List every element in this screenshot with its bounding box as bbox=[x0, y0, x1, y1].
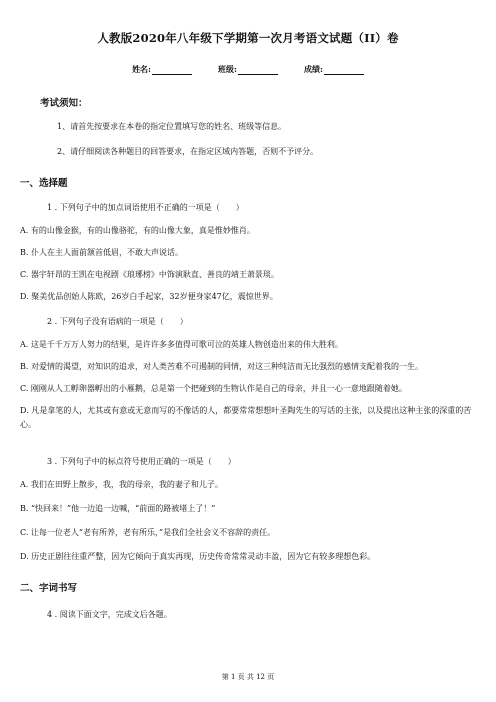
question-stem: 4 . 阅读下面文字，完成文后各题。 bbox=[47, 610, 172, 619]
class-field[interactable] bbox=[218, 64, 278, 75]
question-option: D. 历史正剧往往重严整，因为它倾向于真实再现，历史传奇常常灵动丰盈，因为它有较多理想色彩。 bbox=[20, 552, 376, 561]
question-option: C. 器宇轩昂的王凯在电视剧《琅琊榜》中饰演耿直、善良的靖王萧景琰。 bbox=[20, 270, 279, 279]
score-blank[interactable] bbox=[324, 66, 364, 75]
section-heading-choice: 一、选择题 bbox=[20, 178, 68, 189]
question-option: C. 刚刚从人工孵卵器孵出的小雁鹅，总是第一个把碰到的生物认作是自己的母亲，并且一心一意地跟随着她。 bbox=[20, 384, 407, 393]
notice-heading: 考试须知： bbox=[40, 98, 88, 109]
question-stem: 1 . 下列句子中的加点词语使用不正确的一项是（ ） bbox=[47, 203, 244, 212]
question-option: D. 聚美优品创始人陈欧，26岁白手起家，32岁便身家47亿，震惊世界。 bbox=[20, 292, 278, 301]
notice-item: 1、请首先按要求在本卷的指定位置填写您的姓名、班级等信息。 bbox=[57, 122, 287, 131]
question-option: A. 这是千千万万人努力的结果，是许许多多值得可歌可泣的英雄人物创造出来的伟大胜利。 bbox=[20, 340, 343, 349]
score-label: 成绩: bbox=[303, 64, 323, 74]
notice-item: 2、请仔细阅读各种题目的回答要求，在指定区域内答题，否则不予评分。 bbox=[57, 147, 319, 156]
name-label: 姓名: bbox=[132, 64, 152, 74]
score-field[interactable] bbox=[304, 64, 364, 75]
page-footer: 第 1 页 共 12 页 bbox=[221, 673, 275, 681]
class-blank[interactable] bbox=[238, 66, 278, 75]
question-stem: 2 . 下列句子没有语病的一项是（ ） bbox=[47, 317, 188, 326]
class-label: 班级: bbox=[218, 64, 237, 74]
question-option: B. 仆人在主人面前颔首低眉，不敢大声说话。 bbox=[20, 248, 183, 257]
exam-title: 人教版2020年八年级下学期第一次月考语文试题（II）卷 bbox=[97, 31, 399, 45]
question-option: D. 凡是拿笔的人，尤其或有意或无意而写的不像话的人，都要常常想想叶圣陶先生的写话的主张，以及提出这种主张的深重的苦心。 bbox=[20, 406, 472, 429]
question-option: B. 对爱情的渴望，对知识的追求，对人类苦难不可遏制的同情，对这三种纯洁而无比强烈的感情支配着我的一生。 bbox=[20, 362, 423, 371]
student-info-row bbox=[0, 64, 496, 75]
question-option: B. “快回来！”他一边追一边喊，“前面的路被堵上了！” bbox=[20, 504, 216, 513]
question-option: C. 让每一位老人“老有所养，老有所乐，”是我们全社会义不容辞的责任。 bbox=[20, 528, 276, 537]
name-blank[interactable] bbox=[152, 66, 192, 75]
question-stem: 3 . 下列句子中的标点符号使用正确的一项是（ ） bbox=[47, 457, 236, 466]
question-option: A. 有的山像金猴，有的山像骆驼，有的山像大象，真是惟妙惟肖。 bbox=[20, 226, 255, 235]
name-field[interactable] bbox=[132, 64, 192, 75]
question-option: A. 我们在田野上散步，我，我的母亲，我的妻子和儿子。 bbox=[20, 480, 223, 489]
section-heading-words: 二、字词书写 bbox=[20, 583, 78, 594]
